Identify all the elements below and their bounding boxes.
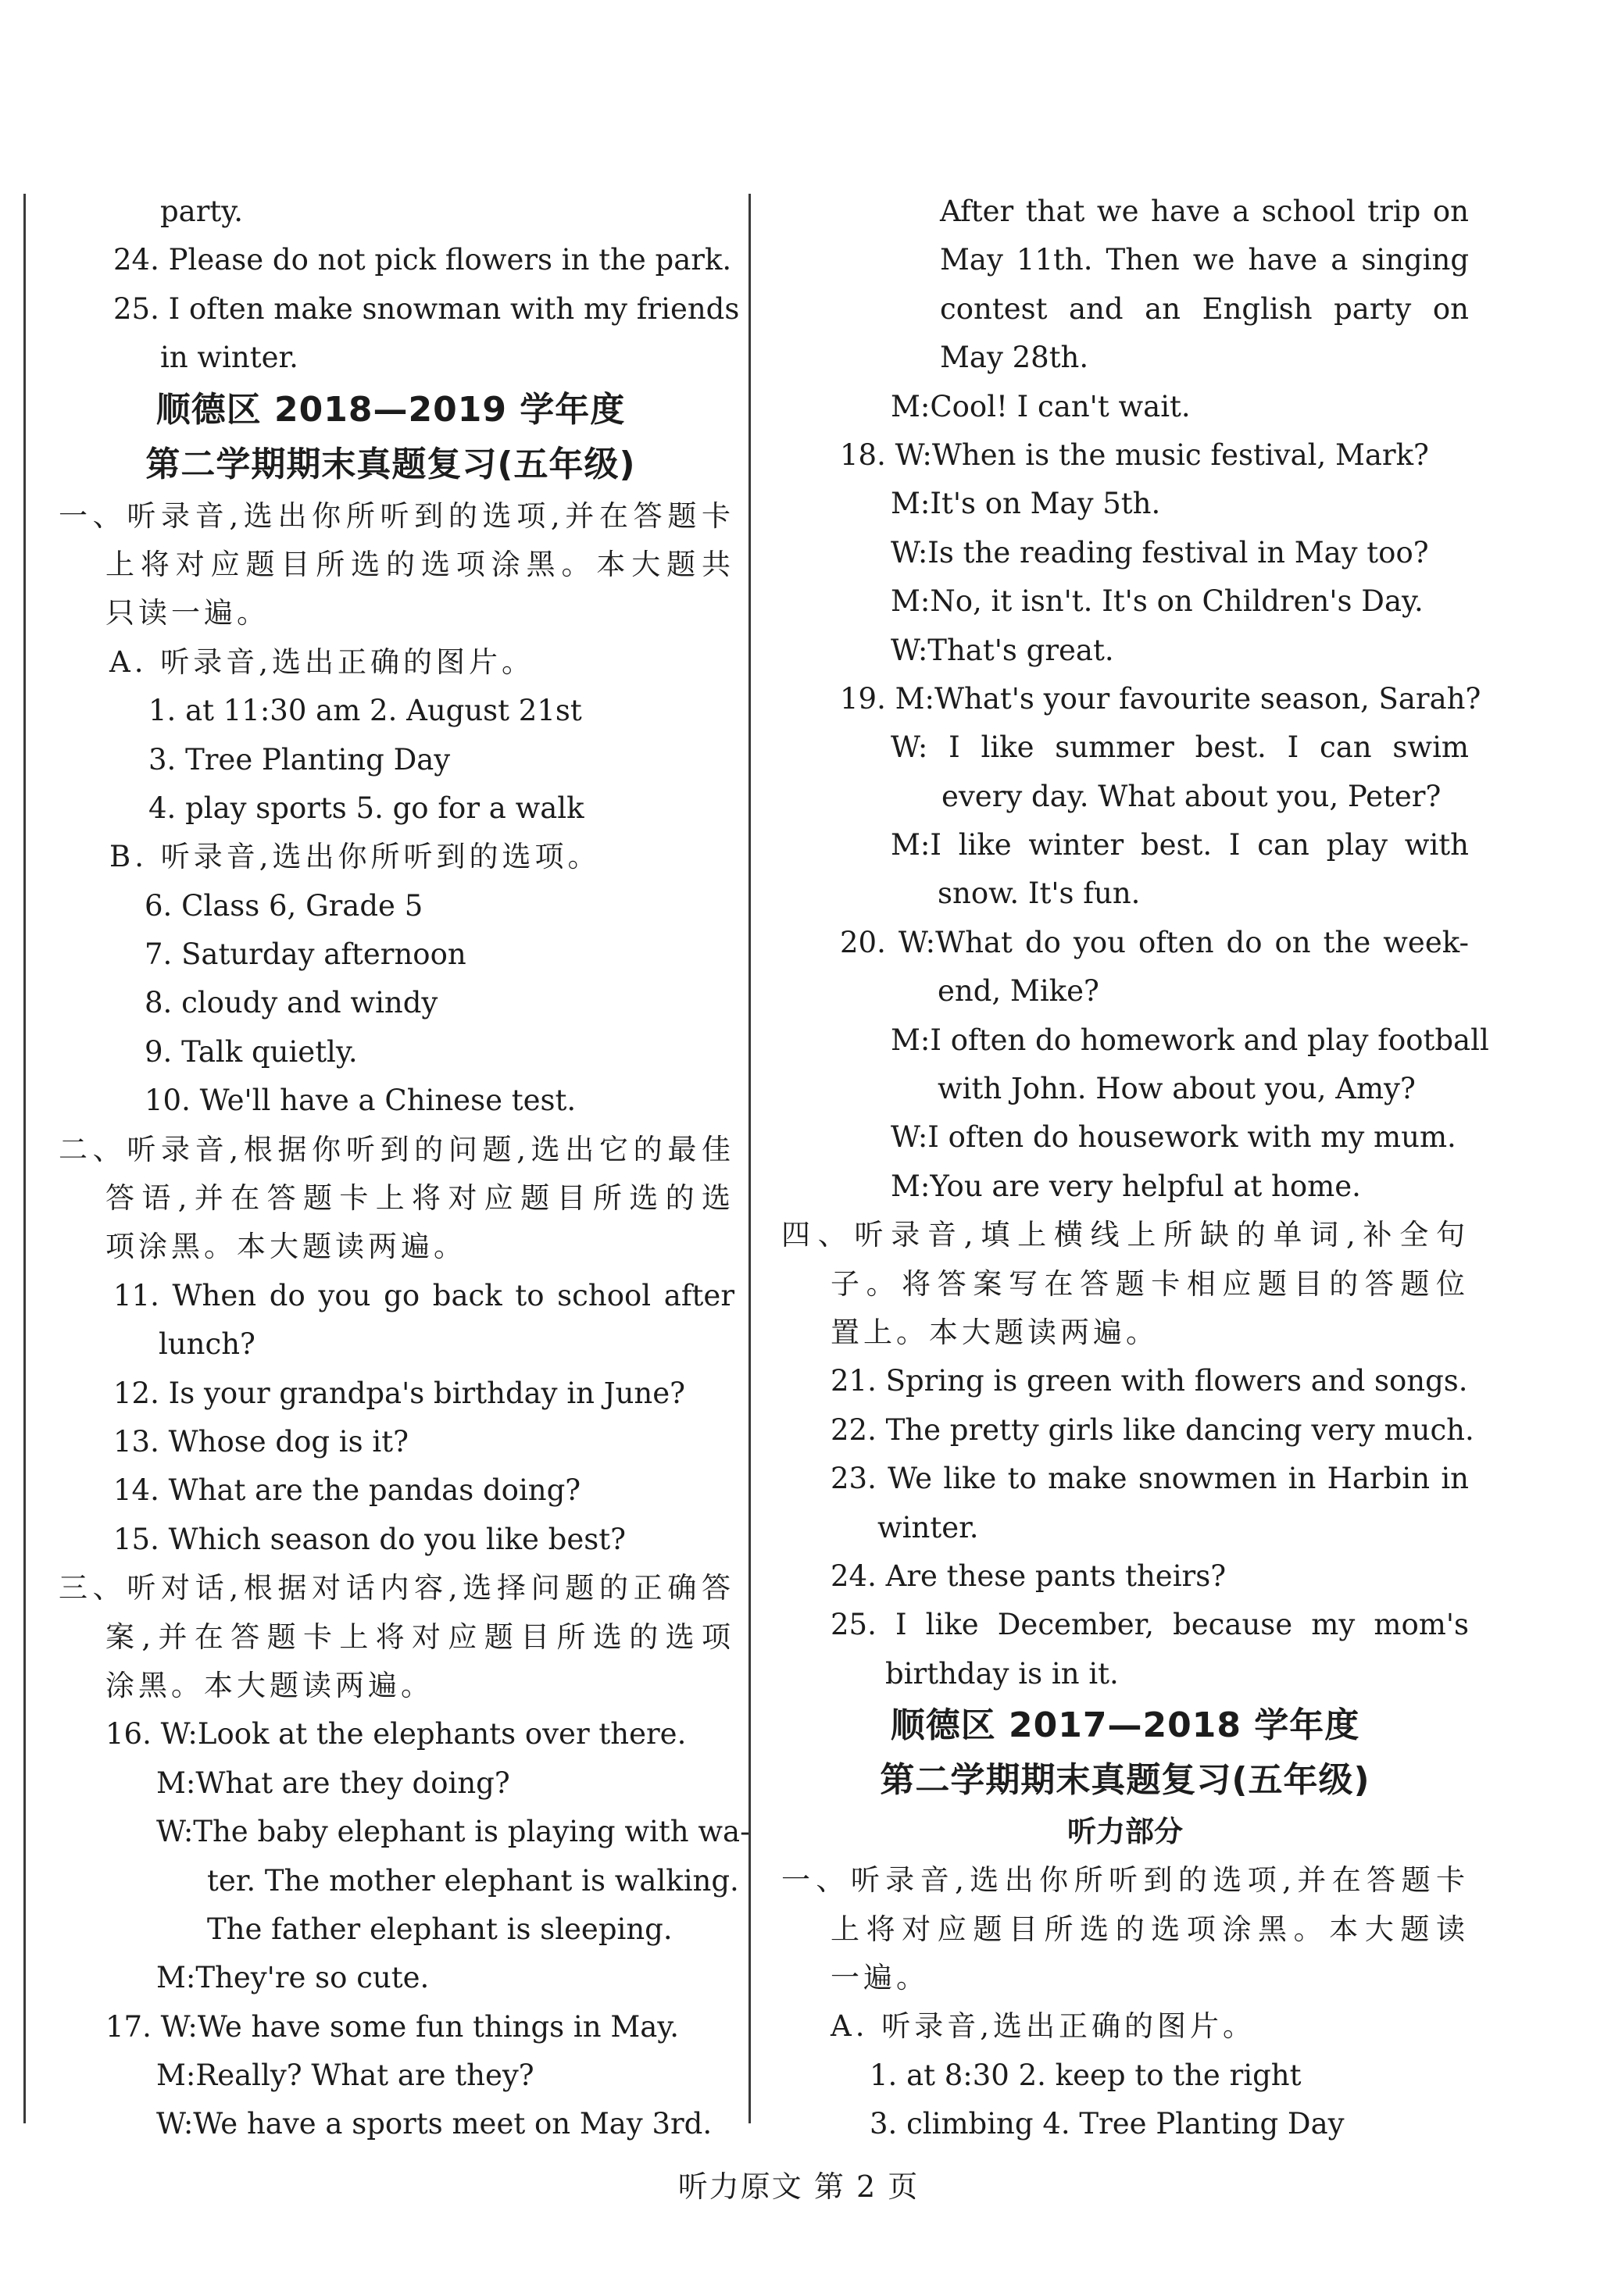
text-line: W:Is the reading festival in May too?	[891, 535, 1429, 570]
text-line: W: I like summer best. I can swim	[891, 730, 1469, 765]
text-line: ter. The mother elephant is walking.	[207, 1863, 739, 1898]
left-column	[47, 187, 750, 2149]
text-line: 1. at 8:30 2. keep to the right	[870, 2058, 1302, 2092]
text-line: May 28th.	[940, 341, 1089, 375]
text-line: birthday is in it.	[885, 1656, 1119, 1691]
text-line: 上将对应题目所选的选项涂黑。本大题读	[831, 1912, 1469, 1946]
text-line: 25. I like December, because my mom's	[831, 1608, 1469, 1642]
section-title: 顺德区 2018—2019 学年度	[155, 389, 626, 430]
text-line: 三、听对话,根据对话内容,选择问题的正确答	[59, 1571, 734, 1605]
text-line: W:That's great.	[891, 633, 1114, 667]
text-line: 17. W:We have some fun things in May.	[105, 2009, 680, 2044]
text-line: M:What are they doing?	[156, 1766, 510, 1800]
text-line: end, Mike?	[938, 974, 1099, 1009]
text-line: 只读一遍。	[105, 596, 270, 630]
text-line: 答语,并在答题卡上将对应题目所选的选	[105, 1181, 734, 1216]
text-line: 23. We like to make snowmen in Harbin in	[831, 1462, 1469, 1496]
text-line: M:You are very helpful at home.	[891, 1169, 1361, 1203]
text-line: 4. play sports 5. go for a walk	[148, 791, 584, 825]
text-line: 置上。本大题读两遍。	[831, 1315, 1159, 1349]
text-line: 19. M:What's your favourite season, Sarah?	[840, 681, 1481, 716]
text-line: 1. at 11:30 am 2. August 21st	[148, 694, 582, 728]
left-margin-rule	[23, 194, 26, 2123]
text-line: contest and an English party on	[940, 291, 1469, 326]
text-line: party.	[160, 195, 244, 228]
text-line: M:It's on May 5th.	[891, 487, 1161, 521]
text-line: 11. When do you go back to school after	[113, 1278, 734, 1312]
text-line: with John. How about you, Amy?	[938, 1072, 1416, 1106]
text-line: 上将对应题目所选的选项涂黑。本大题共	[105, 547, 734, 581]
text-line: May 11th. Then we have a singing	[940, 243, 1469, 277]
text-line: M:I like winter best. I can play with	[891, 828, 1469, 862]
text-line: 8. cloudy and windy	[145, 986, 438, 1020]
text-line: M:Cool! I can't wait.	[891, 389, 1191, 423]
text-line: A. 听录音,选出正确的图片。	[831, 2009, 1256, 2044]
text-line: W:The baby elephant is playing with wa-	[156, 1815, 750, 1849]
section-title: 第二学期期末真题复习(五年级)	[145, 444, 636, 484]
text-line: 一遍。	[831, 1960, 929, 1994]
text-line: W:I often do housework with my mum.	[891, 1120, 1456, 1155]
text-line: 21. Spring is green with flowers and songs.	[831, 1364, 1468, 1398]
text-line: M:I often do homework and play football	[891, 1023, 1489, 1057]
text-line: After that we have a school trip on	[940, 195, 1469, 228]
text-line: W:We have a sports meet on May 3rd.	[156, 2107, 713, 2141]
text-line: 9. Talk quietly.	[145, 1034, 358, 1069]
section-title: 顺德区 2017—2018 学年度	[890, 1705, 1360, 1746]
text-line: 案,并在答题卡上将对应题目所选的选项	[105, 1619, 734, 1654]
text-line: 涂黑。本大题读两遍。	[105, 1668, 434, 1702]
text-line: 15. Which season do you like best?	[113, 1522, 626, 1556]
text-line: 24. Are these pants theirs?	[831, 1559, 1227, 1593]
text-line: 四、听录音,填上横线上所缺的单词,补全句	[781, 1218, 1469, 1252]
text-line: 13. Whose dog is it?	[113, 1424, 409, 1459]
text-line: A. 听录音,选出正确的图片。	[109, 645, 535, 679]
section-subtitle: 听力部分	[1067, 1815, 1183, 1849]
text-line: 10. We'll have a Chinese test.	[145, 1084, 577, 1118]
text-line: 二、听录音,根据你听到的问题,选出它的最佳	[59, 1132, 734, 1166]
text-line: every day. What about you, Peter?	[941, 779, 1442, 813]
text-line: lunch?	[159, 1327, 255, 1362]
text-line: snow. It's fun.	[938, 877, 1141, 911]
text-line: 一、听录音,选出你所听到的选项,并在答题卡	[781, 1863, 1469, 1898]
text-line: 16. W:Look at the elephants over there.	[105, 1717, 687, 1751]
text-line: 18. W:When is the music festival, Mark?	[840, 437, 1429, 472]
text-line: 24. Please do not pick flowers in the park.	[113, 243, 732, 277]
text-line: 3. Tree Planting Day	[148, 742, 451, 777]
text-line: 项涂黑。本大题读两遍。	[105, 1230, 466, 1264]
text-line: 20. W:What do you often do on the week-	[840, 925, 1469, 959]
text-line: 子。将答案写在答题卡相应题目的答题位	[831, 1266, 1469, 1301]
text-line: The father elephant is sleeping.	[207, 1912, 673, 1946]
text-line: 6. Class 6, Grade 5	[145, 888, 423, 923]
section-title: 第二学期期末真题复习(五年级)	[880, 1760, 1370, 1801]
text-line: 14. What are the pandas doing?	[113, 1473, 581, 1508]
text-line: 7. Saturday afternoon	[145, 937, 466, 972]
right-column	[781, 187, 1489, 2148]
text-line: 25. I often make snowman with my friends	[113, 291, 740, 326]
text-line: M:They're so cute.	[156, 1961, 430, 1995]
text-line: 3. climbing 4. Tree Planting Day	[870, 2107, 1345, 2141]
text-line: B. 听录音,选出你所听到的选项。	[109, 840, 601, 874]
text-line: in winter.	[160, 341, 298, 375]
text-line: M:Really? What are they?	[156, 2059, 534, 2093]
text-line: M:No, it isn't. It's on Children's Day.	[891, 584, 1424, 619]
text-line: winter.	[877, 1510, 979, 1544]
page-footer: 听力原文 第 2 页	[677, 2169, 920, 2204]
text-line: 12. Is your grandpa's birthday in June?	[113, 1376, 685, 1410]
text-line: 22. The pretty girls like dancing very much.	[831, 1412, 1474, 1447]
text-line: 一、听录音,选出你所听到的选项,并在答题卡	[59, 498, 734, 533]
